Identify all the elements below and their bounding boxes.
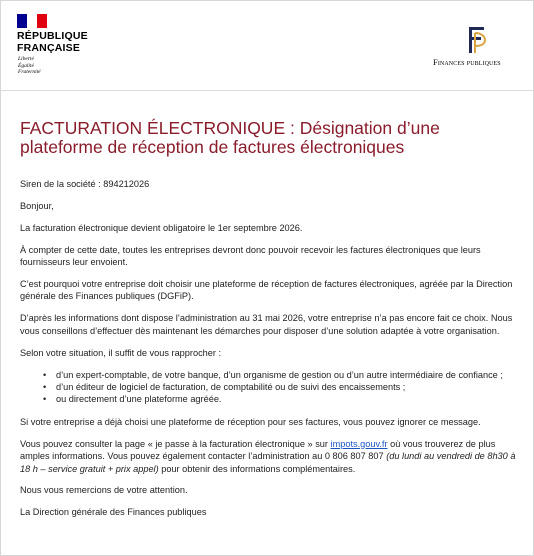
paragraph-5: Selon votre situation, il suffit de vous rapprocher : xyxy=(20,347,222,358)
republique-francaise-logo: RÉPUBLIQUE FRANÇAISE xyxy=(17,30,88,54)
signature: La Direction générale des Finances publiques xyxy=(20,507,207,518)
siren-line: Siren de la société : 894212026 xyxy=(20,179,150,189)
paragraph-4: D’après les informations dont dispose l’administration au 31 mai 2026, votre entreprise n’a pas encore fait ce choix. Nous vous conseillons d’effectuer dès maintenant les démarches pour disposer d’une solution adaptée à votre organisation. xyxy=(20,313,513,336)
paragraph-3: C’est pourquoi votre entreprise doit choisir une plateforme de réception de factures électroniques, agréée par la Direction générale des Finances publiques (DGFiP). xyxy=(20,279,513,302)
email-body xyxy=(20,119,518,528)
impots-gouv-link[interactable]: impots.gouv.fr xyxy=(330,438,388,449)
finances-publiques-logo-icon xyxy=(463,23,489,57)
contact-options-list xyxy=(20,369,518,406)
paragraph-2: À compter de cette date, toutes les entreprises devront donc pouvoir recevoir les factures électroniques que leurs fournisseurs leur envoient. xyxy=(20,244,481,268)
republic-motto: Liberté Égalité Fraternité xyxy=(18,56,41,75)
french-flag-icon xyxy=(17,14,47,28)
finances-publiques-name: Finances publiques xyxy=(433,57,501,67)
header-divider xyxy=(1,90,533,91)
list-item: • ou directement d’une plateforme agréée. xyxy=(43,394,222,405)
paragraph-1: La facturation électronique devient obligatoire le 1er septembre 2026. xyxy=(20,222,303,233)
email-header xyxy=(1,1,533,89)
email-title: FACTURATION ÉLECTRONIQUE : Désignation d’une plateforme de réception de factures électroniques xyxy=(20,118,440,157)
paragraph-6: Si votre entreprise a déjà choisi une plateforme de réception pour ses factures, vous pouvez ignorer ce message. xyxy=(20,416,481,427)
greeting: Bonjour, xyxy=(20,200,54,211)
paragraph-7: Vous pouvez consulter la page « je passe à la facturation électronique » sur impots.gouv.fr où vous trouverez de plus amples informations. Vous pouvez également contacter l’administration au 0 806 807 807 (du lundi au vendredi de 8h30 à 18 h – service gratuit + prix appel) pour obtenir des informations complémentaires. xyxy=(20,438,516,474)
paragraph-8: Nous vous remercions de votre attention. xyxy=(20,485,188,496)
list-item: • d’un expert-comptable, de votre banque, d’un organisme de gestion ou d’un autre intermédiaire de confiance ; xyxy=(43,369,503,380)
list-item: • d’un éditeur de logiciel de facturation, de comptabilité ou de suivi des encaissements ; xyxy=(43,381,406,392)
